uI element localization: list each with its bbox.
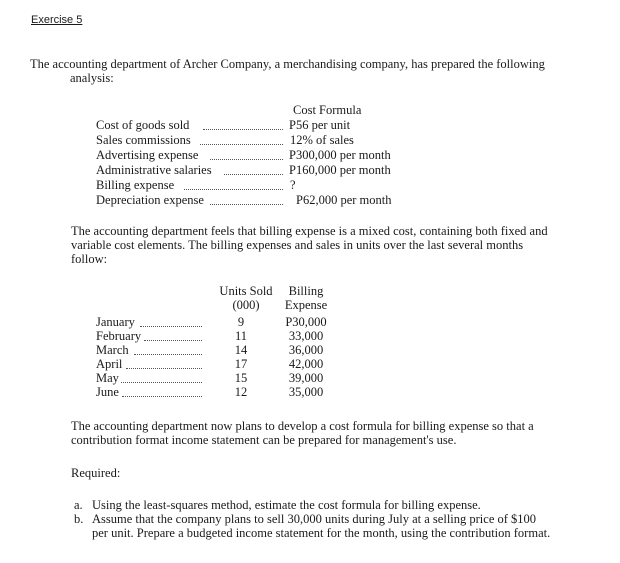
cost-value: P160,000 per month: [289, 163, 391, 177]
expense-cell: 33,000: [288, 329, 324, 343]
month-label: January: [96, 315, 135, 329]
intro-line-2: analysis:: [70, 71, 114, 85]
leader-dots: [140, 326, 202, 327]
intro-line-1: The accounting department of Archer Company, a merchandising company, has prepared the following: [30, 57, 545, 71]
units-cell: 12: [234, 385, 248, 399]
month-label: May: [96, 371, 119, 385]
exercise-title: Exercise 5: [31, 14, 83, 26]
leader-dots: [200, 144, 283, 145]
req-b-marker: b.: [74, 512, 84, 526]
leader-dots: [203, 129, 283, 130]
cost-label: Advertising expense: [96, 148, 199, 162]
cost-label: Billing expense: [96, 178, 175, 192]
expense-cell: 39,000: [288, 371, 324, 385]
cost-value: P300,000 per month: [289, 148, 391, 162]
expense-cell: P30,000: [285, 315, 327, 329]
cost-label: Cost of goods sold: [96, 118, 190, 132]
units-cell: 9: [237, 315, 245, 329]
leader-dots: [134, 354, 202, 355]
month-label: June: [96, 385, 119, 399]
cost-value: P62,000 per month: [296, 193, 392, 207]
expense-cell: 35,000: [288, 385, 324, 399]
mixed-cost-line-3: follow:: [71, 252, 108, 266]
req-a-text: Using the least-squares method, estimate the cost formula for billing expense.: [92, 498, 481, 512]
units-cell: 11: [234, 329, 248, 343]
leader-dots: [210, 204, 283, 205]
month-label: April: [96, 357, 123, 371]
required-label: Required:: [71, 466, 121, 480]
month-label: March: [96, 343, 129, 357]
units-cell: 14: [234, 343, 248, 357]
leader-dots: [122, 396, 202, 397]
units-header-1: Units Sold: [219, 284, 273, 298]
expense-cell: 36,000: [288, 343, 324, 357]
cost-value: ?: [290, 178, 296, 192]
expense-header-2: Expense: [284, 298, 328, 312]
leader-dots: [184, 189, 283, 190]
req-b-line-2: per unit. Prepare a budgeted income statement for the month, using the contribution format.: [92, 526, 551, 540]
leader-dots: [224, 174, 283, 175]
units-header-2: (000): [232, 298, 260, 312]
mixed-cost-line-2: variable cost elements. The billing expenses and sales in units over the last several months: [71, 238, 524, 252]
units-cell: 17: [234, 357, 248, 371]
cost-formula-header: Cost Formula: [293, 103, 362, 117]
plan-line-2: contribution format income statement can be prepared for management's use.: [71, 433, 457, 447]
leader-dots: [126, 368, 202, 369]
cost-value: P56 per unit: [289, 118, 351, 132]
cost-label: Depreciation expense: [96, 193, 204, 207]
req-a-marker: a.: [74, 498, 83, 512]
units-cell: 15: [234, 371, 248, 385]
plan-line-1: The accounting department now plans to develop a cost formula for billing expense so that a: [71, 419, 534, 433]
expense-cell: 42,000: [288, 357, 324, 371]
expense-header-1: Billing: [288, 284, 324, 298]
cost-label: Sales commissions: [96, 133, 191, 147]
leader-dots: [210, 159, 283, 160]
leader-dots: [121, 382, 202, 383]
cost-value: 12% of sales: [290, 133, 354, 147]
leader-dots: [144, 340, 202, 341]
req-b-line-1: Assume that the company plans to sell 30,000 units during July at a selling price of $100: [92, 512, 537, 526]
cost-label: Administrative salaries: [96, 163, 212, 177]
mixed-cost-line-1: The accounting department feels that billing expense is a mixed cost, containing both fixed and: [71, 224, 548, 238]
month-label: February: [96, 329, 142, 343]
